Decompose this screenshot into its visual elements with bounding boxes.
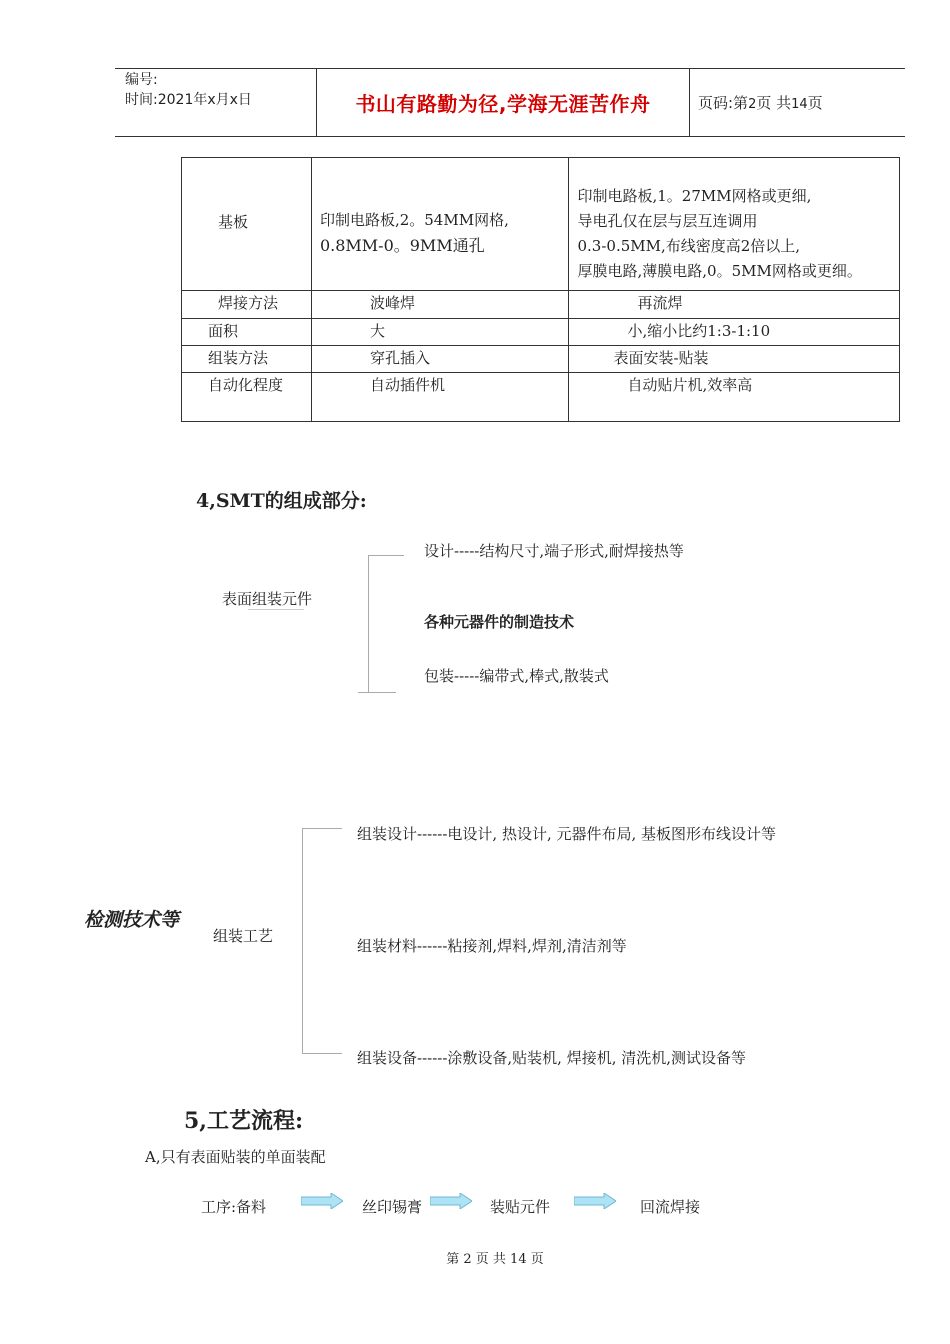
bracket-line [302, 828, 303, 1054]
header-number: 编号: [125, 72, 158, 88]
process-label: 工序:备料 [201, 1198, 267, 1216]
section4-heading: 4,SMT的组成部分: [196, 490, 367, 512]
cell-text: 自动贴片机,效率高 [627, 376, 753, 394]
cell-text: 小,缩小比约1:3-1:10 [627, 322, 771, 340]
comparison-table [181, 157, 900, 422]
root-underline [248, 609, 304, 610]
group1-item: 包装-----编带式,棒式,散装式 [424, 667, 609, 685]
page-mid: 页 共 [756, 94, 792, 112]
table-row [182, 346, 900, 373]
table-cell [569, 319, 900, 346]
table-cell [569, 346, 900, 373]
cell-line: 0.3-0.5MM,布线密度高2倍以上, [577, 237, 801, 255]
table-cell [569, 291, 900, 319]
cell-text [312, 158, 569, 258]
cell-text: 波峰焊 [369, 294, 415, 312]
table-cell [182, 158, 312, 291]
table-cell [311, 373, 569, 422]
row-label: 基板 [218, 213, 249, 231]
table-row [182, 291, 900, 319]
cell-text: 自动插件机 [369, 376, 445, 394]
table-cell [182, 291, 312, 319]
row-label: 自动化程度 [208, 376, 284, 394]
header-top-rule [115, 68, 905, 69]
header-meta [125, 70, 252, 110]
table-cell [182, 373, 312, 422]
cell-line: 厚膜电路,薄膜电路,0。5MM网格或更细。 [577, 262, 862, 280]
header-bottom-rule [115, 136, 905, 137]
table-row [182, 158, 900, 291]
table-cell [311, 319, 569, 346]
table-cell [182, 346, 312, 373]
row-label: 面积 [208, 322, 239, 340]
cell-line: 印制电路板,1。27MM网格或更细, [577, 187, 812, 205]
table-row [182, 319, 900, 346]
process-step: 装贴元件 [490, 1198, 551, 1216]
process-arrow-icon [301, 1193, 343, 1209]
cell-text: 大 [369, 322, 385, 340]
group1-item: 各种元器件的制造技术 [424, 613, 575, 631]
group2-item: 组装材料------粘接剂,焊料,焊剂,清洁剂等 [357, 937, 627, 955]
row-label: 组装方法 [208, 349, 269, 367]
bracket-line [358, 692, 396, 693]
bracket-line [302, 828, 342, 829]
process-arrow-icon [574, 1193, 616, 1209]
header-time: 时间:2021年x月x日 [125, 92, 252, 108]
table-cell [311, 346, 569, 373]
row-label: 焊接方法 [218, 294, 279, 312]
bracket-line [302, 1053, 342, 1054]
cell-line: 导电孔仅在层与层互连调用 [577, 212, 758, 230]
process-arrow-icon [430, 1193, 472, 1209]
cell-text [569, 158, 899, 284]
page-current: 2 [748, 97, 757, 112]
group1-root: 表面组装元件 [222, 590, 313, 608]
header-page-info [698, 92, 823, 113]
bracket-line [368, 555, 369, 692]
group2-item: 组装设计------电设计, 热设计, 元器件布局, 基板图形布线设计等 [357, 825, 777, 843]
table-row [182, 373, 900, 422]
table-cell [569, 158, 900, 291]
cell-line: 0.8MM-0。9MM通孔 [319, 236, 485, 255]
group1-item: 设计-----结构尺寸,端子形式,耐焊接热等 [424, 542, 684, 560]
cell-text: 表面安装-贴装 [613, 349, 709, 367]
table-cell [569, 373, 900, 422]
cell-text: 再流焊 [637, 294, 683, 312]
group2-side-label: 检测技术等 [84, 909, 180, 931]
header-divider-left [316, 68, 317, 136]
bracket-line [368, 555, 404, 556]
page-total: 14 [791, 97, 808, 112]
process-step: 回流焊接 [640, 1198, 701, 1216]
table-cell [182, 319, 312, 346]
group2-item: 组装设备------涂敷设备,贴装机, 焊接机, 清洗机,测试设备等 [357, 1049, 747, 1067]
header-divider-right [689, 68, 690, 136]
cell-text: 穿孔插入 [369, 349, 430, 367]
header-motto: 书山有路勤为径,学海无涯苦作舟 [355, 92, 651, 116]
section5-sub-a: A,只有表面贴装的单面装配 [145, 1148, 326, 1166]
table-cell [311, 291, 569, 319]
process-step: 丝印锡膏 [362, 1198, 423, 1216]
page-suffix: 页 [807, 94, 823, 112]
table-cell [311, 158, 569, 291]
section5-heading: 5,工艺流程: [184, 1108, 304, 1134]
footer-page-number: 第 2 页 共 14 页 [446, 1252, 544, 1267]
cell-line: 印制电路板,2。54MM网格, [319, 211, 509, 229]
page-prefix: 页码:第 [698, 94, 749, 112]
group2-root: 组装工艺 [213, 927, 274, 945]
